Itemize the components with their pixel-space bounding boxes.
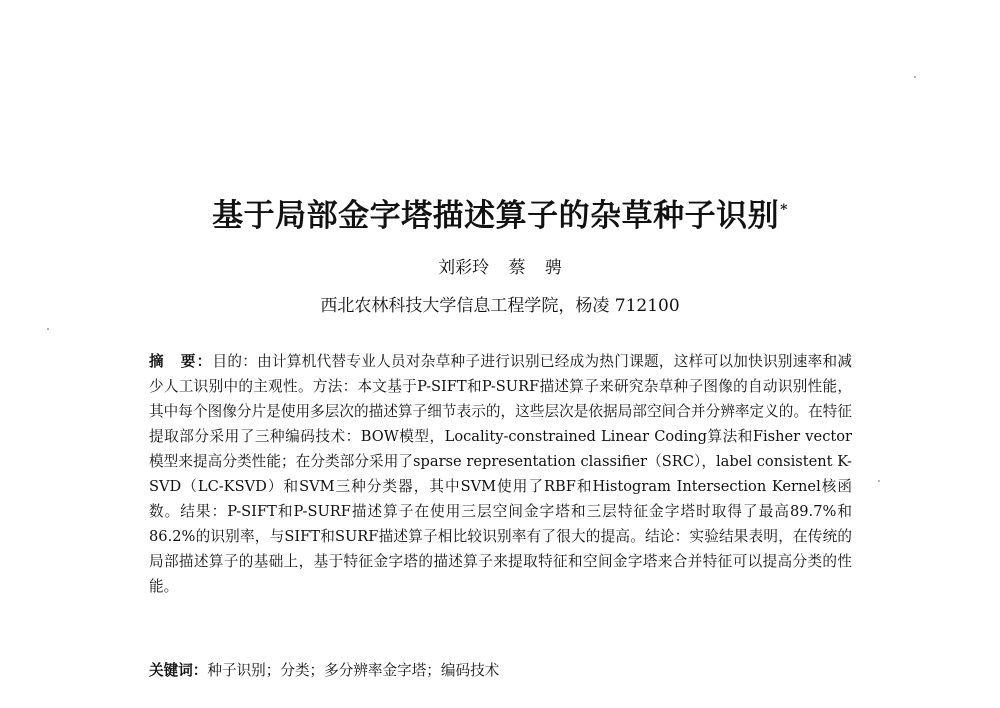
keywords-label: 关键词： bbox=[149, 662, 208, 679]
abstract-text: 目的：由计算机代替专业人员对杂草种子进行识别已经成为热门课题，这样可以加快识别速率和减少人工识别中的主观性。方法：本文基于P-SIFT和P-SURF描述算子来研究杂草种子图像的自动识别性能，其中每个图像分片是使用多层次的描述算子细节表示的，这些层次是依据局部空间合并分辨率定义的。在特征提取部分采用了三种编码技术：BOW模型，Locality-constrained Linear Coding算法和Fisher vector模型来提高分类性能；在分类部分采用了sparse representation classifier（SRC），label consistent K-SVD（LC-KSVD）和SVM三种分类器，其中SVM使用了RBF和Histogram Intersection Kernel核函数。结果：P-SIFT和P-SURF描述算子在使用三层空间金字塔和三层特征金字塔时取得了最高89.7%和86.2%的识别率，与SIFT和SURF描述算子相比较识别率有了很大的提高。结论：实验结果表明，在传统的局部描述算子的基础上，基于特征金字塔的描述算子来提取特征和空间金字塔来合并特征可以提高分类的性能。 bbox=[149, 353, 852, 595]
abstract-paragraph bbox=[149, 349, 852, 599]
scan-speck bbox=[914, 76, 916, 78]
paper-title-block bbox=[0, 196, 1000, 236]
scan-speck bbox=[878, 480, 880, 482]
keywords-line bbox=[149, 659, 852, 683]
abstract-label: 摘 要： bbox=[149, 353, 213, 370]
paper-authors: 刘彩玲 蔡 骋 bbox=[438, 258, 562, 278]
keywords-text: 种子识别；分类；多分辨率金字塔；编码技术 bbox=[207, 662, 500, 679]
scan-speck bbox=[47, 328, 49, 330]
title-footnote-marker: * bbox=[780, 202, 788, 218]
paper-affiliation: 西北农林科技大学信息工程学院，杨凌 712100 bbox=[320, 296, 680, 316]
paper-title: 基于局部金字塔描述算子的杂草种子识别 bbox=[212, 198, 780, 234]
